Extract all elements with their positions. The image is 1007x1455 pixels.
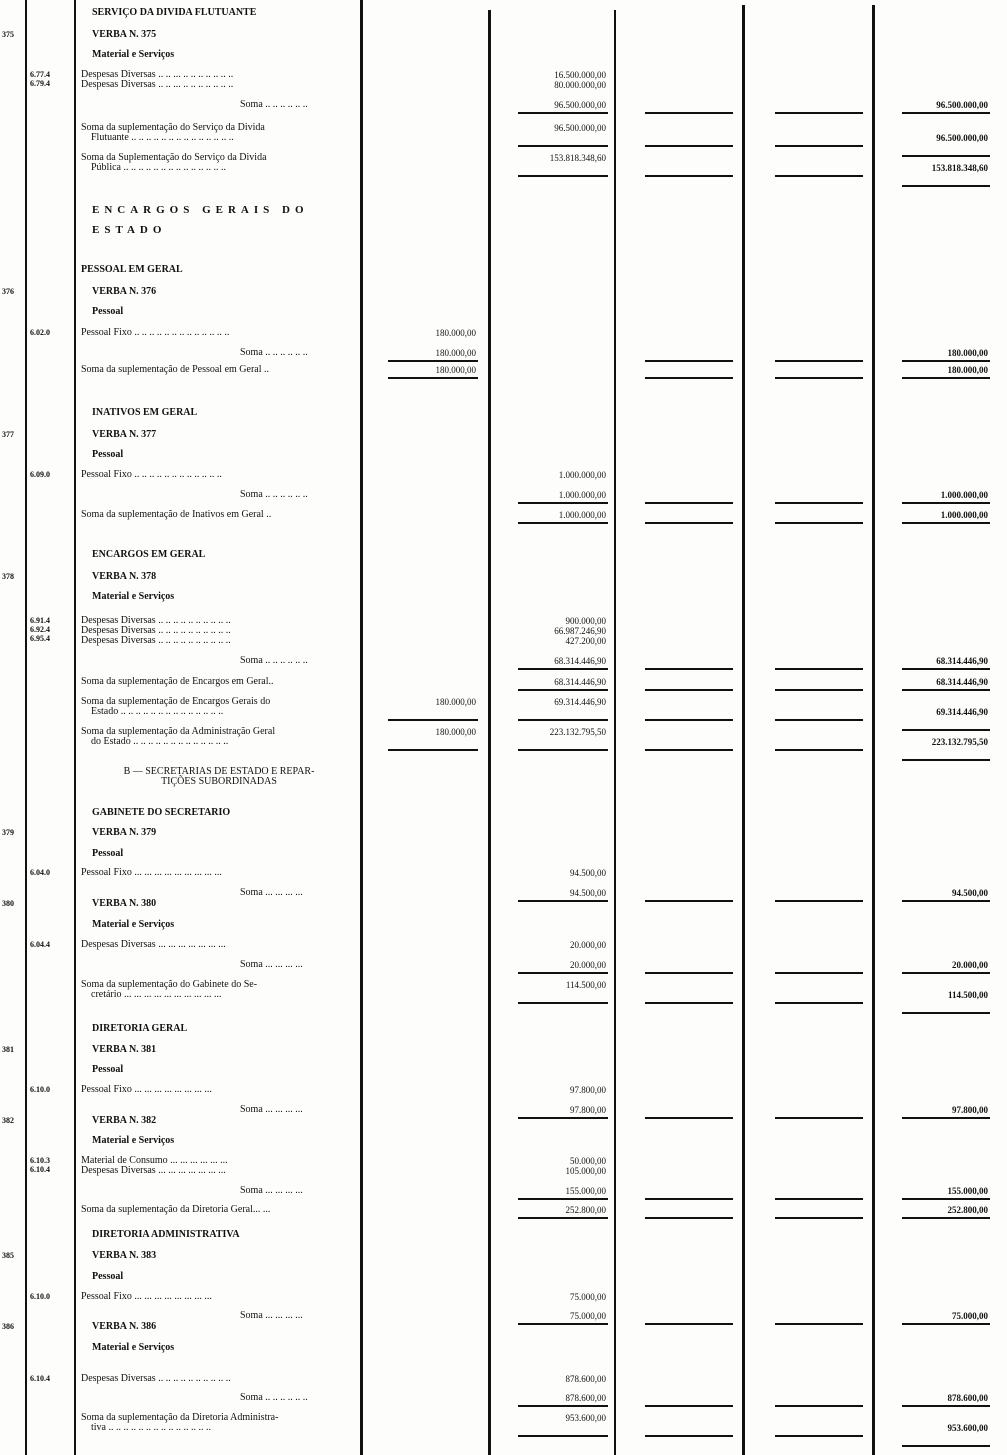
value-col-2: 180.000,00 — [435, 365, 476, 375]
value-col-3: 97.800,00 — [570, 1105, 606, 1115]
row-description: Soma da suplementação de Encargos Gerais do Estado .. .. .. .. .. .. .. .. .. .. .. .. .. .. — [81, 696, 271, 717]
total-rule — [518, 1323, 608, 1325]
row-description: Pessoal — [92, 306, 124, 317]
row-description: VERBA N. 375 — [92, 29, 157, 40]
value-col-6: 68.314.446,90 — [936, 677, 988, 687]
value-col-6: 69.314.446,90 — [936, 707, 988, 717]
item-code: 6.02.0 — [30, 328, 50, 337]
value-col-6: 878.600,00 — [947, 1393, 988, 1403]
column-rule — [488, 10, 491, 1455]
total-rule — [645, 972, 733, 974]
total-rule — [902, 972, 990, 974]
row-description: Pessoal — [92, 848, 124, 859]
total-rule — [518, 972, 608, 974]
value-col-6: 153.818.348,60 — [931, 163, 988, 173]
total-rule — [775, 719, 863, 721]
column-rule — [74, 0, 76, 1455]
value-col-3: 20.000,00 — [570, 960, 606, 970]
row-description: VERBA N. 376 — [92, 286, 157, 297]
row-description: Soma .. .. .. .. .. .. — [240, 347, 308, 358]
total-rule — [775, 689, 863, 691]
total-rule — [518, 175, 608, 177]
value-col-3: 878.600,00 — [565, 1393, 606, 1403]
total-rule — [645, 522, 733, 524]
total-rule — [775, 1217, 863, 1219]
total-rule — [902, 1198, 990, 1200]
row-description: Soma da suplementação de Inativos em Geral .. — [81, 509, 272, 520]
row-description: Despesas Diversas .. .. ... .. .. .. .. .. .. .. Despesas Diversas .. .. ... .. .. .. .. .. .. .. — [81, 69, 234, 90]
row-description: Soma .. .. .. .. .. .. — [240, 99, 308, 110]
row-description: Pessoal Fixo ... ... ... ... ... ... ... ... — [81, 1291, 212, 1302]
total-rule — [775, 502, 863, 504]
row-description: Soma da suplementação de Pessoal em Geral .. — [81, 364, 269, 375]
row-description: ESTADO — [92, 224, 167, 236]
row-description: Soma ... ... ... ... — [240, 887, 303, 898]
total-rule — [388, 377, 478, 379]
total-rule — [518, 719, 608, 721]
total-rule — [645, 1323, 733, 1325]
row-description: Despesas Diversas .. .. .. .. .. .. .. .. .. .. Despesas Diversas .. .. .. .. .. .. .. .. .. .. Despesas Diversas .. .. .. .. .. .. .. .. .. .. — [81, 615, 231, 646]
total-rule — [518, 502, 608, 504]
value-col-3: 155.000,00 — [565, 1186, 606, 1196]
row-description: VERBA N. 381 — [92, 1044, 157, 1055]
total-rule — [775, 175, 863, 177]
total-rule — [902, 377, 990, 379]
total-rule — [902, 1117, 990, 1119]
verba-code: 375 — [2, 30, 14, 39]
total-rule — [518, 668, 608, 670]
row-description: B — SECRETARIAS DE ESTADO E REPAR- TIÇÕES SUBORDINADAS — [123, 766, 315, 787]
item-code: 6.09.0 — [30, 470, 50, 479]
total-rule — [518, 689, 608, 691]
verba-code: 381 — [2, 1045, 14, 1054]
total-rule — [645, 1117, 733, 1119]
total-rule — [902, 1405, 990, 1407]
row-description: Soma .. .. .. .. .. .. — [240, 1392, 308, 1403]
verba-code: 382 — [2, 1116, 14, 1125]
item-code: 6.77.4 6.79.4 — [30, 70, 50, 88]
row-description: VERBA N. 386 — [92, 1321, 157, 1332]
value-col-6: 180.000,00 — [947, 365, 988, 375]
row-description: Material e Serviços — [92, 1135, 175, 1146]
value-col-6: 1.000.000,00 — [940, 510, 988, 520]
total-rule — [902, 1012, 990, 1014]
total-rule — [775, 145, 863, 147]
total-rule — [902, 759, 990, 761]
row-description: Material e Serviços — [92, 919, 175, 930]
row-description: Soma da suplementação de Encargos em Geral.. — [81, 676, 274, 687]
value-col-6: 180.000,00 — [947, 348, 988, 358]
value-col-2: 180.000,00 — [435, 328, 476, 338]
value-col-3: 75.000,00 — [570, 1292, 606, 1302]
value-col-6: 252.800,00 — [947, 1205, 988, 1215]
total-rule — [645, 1002, 733, 1004]
total-rule — [902, 155, 990, 157]
total-rule — [645, 1198, 733, 1200]
row-description: PESSOAL EM GERAL — [81, 264, 183, 275]
total-rule — [902, 360, 990, 362]
total-rule — [645, 749, 733, 751]
column-rule — [614, 10, 616, 1455]
value-col-3: 96.500.000,00 — [554, 123, 606, 133]
total-rule — [388, 360, 478, 362]
value-col-3: 69.314.446,90 — [554, 697, 606, 707]
total-rule — [645, 668, 733, 670]
row-description: VERBA N. 378 — [92, 571, 157, 582]
value-col-2: 180.000,00 — [435, 697, 476, 707]
row-description: ENCARGOS EM GERAL — [92, 549, 206, 560]
item-code: 6.10.0 — [30, 1085, 50, 1094]
total-rule — [388, 719, 478, 721]
value-col-3: 153.818.348,60 — [549, 153, 606, 163]
row-description: SERVIÇO DA DIVIDA FLUTUANTE — [92, 7, 257, 18]
row-description: Despesas Diversas ... ... ... ... ... ... ... — [81, 939, 226, 950]
total-rule — [645, 900, 733, 902]
total-rule — [645, 719, 733, 721]
item-code: 6.04.0 — [30, 868, 50, 877]
row-description: VERBA N. 377 — [92, 429, 157, 440]
row-description: Pessoal — [92, 449, 124, 460]
row-description: Material de Consumo ... ... ... ... ... ... Despesas Diversas ... ... ... ... ... ... ... — [81, 1155, 228, 1176]
total-rule — [775, 1405, 863, 1407]
verba-code: 379 — [2, 828, 14, 837]
total-rule — [518, 1435, 608, 1437]
row-description: Soma .. .. .. .. .. .. — [240, 655, 308, 666]
value-col-6: 953.600,00 — [947, 1423, 988, 1433]
total-rule — [645, 145, 733, 147]
row-description: DIRETORIA ADMINISTRATIVA — [92, 1229, 240, 1240]
total-rule — [902, 729, 990, 731]
value-col-3: 1.000.000,00 — [558, 470, 606, 480]
row-description: Soma ... ... ... ... — [240, 1310, 303, 1321]
total-rule — [645, 175, 733, 177]
total-rule — [645, 689, 733, 691]
value-col-3: 223.132.795,50 — [549, 727, 606, 737]
value-col-3: 16.500.000,00 80.000.000,00 — [554, 70, 606, 90]
total-rule — [518, 112, 608, 114]
value-col-6: 20.000,00 — [952, 960, 988, 970]
value-col-6: 97.800,00 — [952, 1105, 988, 1115]
row-description: INATIVOS EM GERAL — [92, 407, 198, 418]
total-rule — [775, 1198, 863, 1200]
value-col-3: 75.000,00 — [570, 1311, 606, 1321]
total-rule — [775, 1323, 863, 1325]
row-description: Despesas Diversas .. .. .. .. .. .. .. .. .. .. — [81, 1373, 231, 1384]
total-rule — [775, 1117, 863, 1119]
row-description: GABINETE DO SECRETARIO — [92, 807, 231, 818]
row-description: Material e Serviços — [92, 1342, 175, 1353]
row-description: VERBA N. 383 — [92, 1250, 157, 1261]
value-col-3: 97.800,00 — [570, 1085, 606, 1095]
row-description: DIRETORIA GERAL — [92, 1023, 188, 1034]
value-col-3: 94.500,00 — [570, 888, 606, 898]
item-code: 6.10.4 — [30, 1374, 50, 1383]
item-code: 6.10.3 6.10.4 — [30, 1156, 50, 1174]
total-rule — [645, 502, 733, 504]
value-col-6: 96.500.000,00 — [936, 133, 988, 143]
total-rule — [902, 1217, 990, 1219]
total-rule — [775, 749, 863, 751]
value-col-6: 155.000,00 — [947, 1186, 988, 1196]
total-rule — [775, 900, 863, 902]
value-col-3: 114.500,00 — [565, 980, 606, 990]
row-description: Soma da suplementação do Gabinete do Se- cretário ... ... ... ... ... ... ... ... ... ... — [81, 979, 258, 1000]
verba-code: 385 — [2, 1251, 14, 1260]
total-rule — [645, 1435, 733, 1437]
value-col-3: 1.000.000,00 — [558, 510, 606, 520]
row-description: Soma .. .. .. .. .. .. — [240, 489, 308, 500]
value-col-3: 94.500,00 — [570, 868, 606, 878]
total-rule — [775, 668, 863, 670]
verba-code: 378 — [2, 572, 14, 581]
total-rule — [645, 1217, 733, 1219]
total-rule — [902, 900, 990, 902]
total-rule — [775, 1002, 863, 1004]
row-description: Soma da Suplementação do Serviço da Divida Pública .. .. .. .. .. .. .. .. .. .. .. .. .. .. — [81, 152, 267, 173]
row-description: Pessoal Fixo .. .. .. .. .. .. .. .. .. .. .. .. — [81, 469, 222, 480]
value-col-3: 20.000,00 — [570, 940, 606, 950]
row-description: Soma da suplementação da Administração Geral do Estado .. .. .. .. .. .. .. .. .. .. .. .. .. — [81, 726, 276, 747]
value-col-3: 900.000,00 66.987.246,90 427.200,00 — [554, 616, 606, 646]
total-rule — [518, 1002, 608, 1004]
total-rule — [902, 668, 990, 670]
total-rule — [645, 377, 733, 379]
total-rule — [775, 522, 863, 524]
row-description: Soma da suplementação do Serviço da Divida Flutuante .. .. .. .. .. .. .. .. .. .. .. .. .. .. — [81, 122, 265, 143]
total-rule — [645, 112, 733, 114]
column-rule — [25, 0, 27, 1455]
value-col-6: 75.000,00 — [952, 1311, 988, 1321]
value-col-3: 68.314.446,90 — [554, 677, 606, 687]
value-col-3: 68.314.446,90 — [554, 656, 606, 666]
item-code: 6.04.4 — [30, 940, 50, 949]
total-rule — [902, 502, 990, 504]
row-description: Soma da suplementação da Diretoria Administra- tiva .. .. .. .. .. .. .. .. .. .. .. .. .. .. — [81, 1412, 279, 1433]
value-col-3: 878.600,00 — [565, 1374, 606, 1384]
item-code: 6.10.0 — [30, 1292, 50, 1301]
total-rule — [775, 1435, 863, 1437]
total-rule — [518, 1217, 608, 1219]
verba-code: 386 — [2, 1322, 14, 1331]
value-col-6: 68.314.446,90 — [936, 656, 988, 666]
total-rule — [645, 1405, 733, 1407]
value-col-6: 1.000.000,00 — [940, 490, 988, 500]
value-col-6: 114.500,00 — [947, 990, 988, 1000]
value-col-3: 50.000,00 105.000,00 — [565, 1156, 606, 1176]
row-description: Material e Serviços — [92, 49, 175, 60]
total-rule — [775, 972, 863, 974]
row-description: Material e Serviços — [92, 591, 175, 602]
verba-code: 380 — [2, 899, 14, 908]
total-rule — [518, 522, 608, 524]
row-description: VERBA N. 379 — [92, 827, 157, 838]
item-code: 6.91.4 6.92.4 6.95.4 — [30, 616, 50, 643]
row-description: Pessoal Fixo ... ... ... ... ... ... ... ... ... — [81, 867, 222, 878]
total-rule — [518, 145, 608, 147]
row-description: Pessoal — [92, 1271, 124, 1282]
value-col-3: 96.500.000,00 — [554, 100, 606, 110]
value-col-6: 94.500,00 — [952, 888, 988, 898]
verba-code: 376 — [2, 287, 14, 296]
total-rule — [902, 1323, 990, 1325]
value-col-6: 96.500.000,00 — [936, 100, 988, 110]
total-rule — [518, 900, 608, 902]
row-description: ENCARGOS GERAIS DO — [92, 204, 309, 216]
row-description: VERBA N. 382 — [92, 1115, 157, 1126]
row-description: VERBA N. 380 — [92, 898, 157, 909]
total-rule — [388, 749, 478, 751]
value-col-3: 1.000.000,00 — [558, 490, 606, 500]
total-rule — [775, 360, 863, 362]
total-rule — [902, 689, 990, 691]
row-description: Pessoal — [92, 1064, 124, 1075]
verba-code: 377 — [2, 430, 14, 439]
total-rule — [775, 377, 863, 379]
total-rule — [902, 1445, 990, 1447]
row-description: Pessoal Fixo .. .. .. .. .. .. .. .. .. .. .. .. .. — [81, 327, 230, 338]
total-rule — [902, 522, 990, 524]
total-rule — [645, 360, 733, 362]
total-rule — [775, 112, 863, 114]
total-rule — [902, 185, 990, 187]
row-description: Soma da suplementação da Diretoria Geral... ... — [81, 1204, 271, 1215]
value-col-2: 180.000,00 — [435, 727, 476, 737]
value-col-6: 223.132.795,50 — [931, 737, 988, 747]
column-rule — [872, 5, 875, 1455]
total-rule — [518, 1198, 608, 1200]
total-rule — [518, 749, 608, 751]
column-rule — [742, 5, 745, 1455]
row-description: Soma ... ... ... ... — [240, 1185, 303, 1196]
total-rule — [518, 1405, 608, 1407]
total-rule — [902, 112, 990, 114]
row-description: Soma ... ... ... ... — [240, 1104, 303, 1115]
value-col-2: 180.000,00 — [435, 348, 476, 358]
row-description: Soma ... ... ... ... — [240, 959, 303, 970]
total-rule — [518, 1117, 608, 1119]
value-col-3: 953.600,00 — [565, 1413, 606, 1423]
row-description: Pessoal Fixo ... ... ... ... ... ... ... ... — [81, 1084, 212, 1095]
value-col-3: 252.800,00 — [565, 1205, 606, 1215]
